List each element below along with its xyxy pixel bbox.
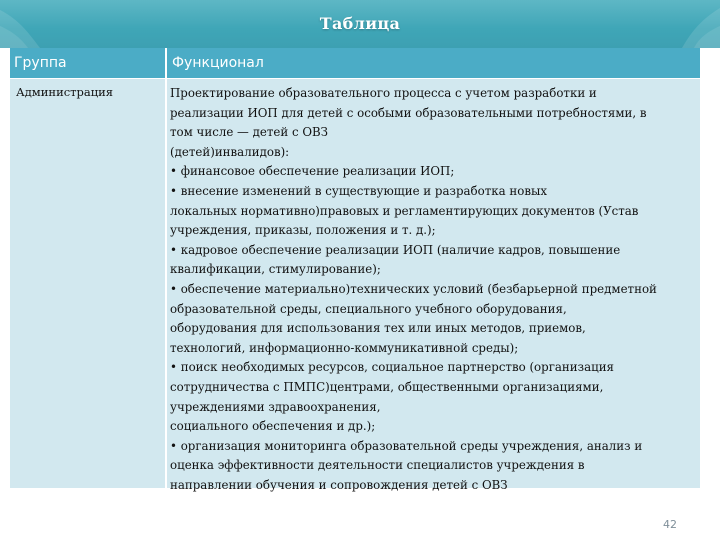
functional-line: • поиск необходимых ресурсов, социальное партнерство (организация (170, 360, 615, 375)
header-cell-group: Группа (14, 55, 67, 71)
cell-group-name: Администрация (16, 85, 114, 99)
functional-line: • кадровое обеспечение реализации ИОП (наличие кадров, повышение (170, 242, 621, 257)
slide-title: Таблица (319, 14, 401, 33)
functional-line: • финансовое обеспечение реализации ИОП; (170, 164, 455, 179)
functional-line: оценка эффективности деятельности специалистов учреждения в (170, 458, 585, 473)
header-cell-functional: Функционал (172, 55, 264, 71)
table-header-row (10, 48, 700, 78)
functional-line: учреждениями здравоохранения, (170, 399, 381, 414)
functional-line: • организация мониторинга образовательной среды учреждения, анализ и (170, 438, 643, 453)
functional-line: технологий, информационно-коммуникативной среды); (170, 340, 519, 355)
table-row (10, 79, 700, 492)
functional-table (10, 48, 700, 492)
functional-line: квалификации, стимулирование); (170, 262, 381, 277)
column-divider (165, 79, 167, 488)
cell-functional-text (170, 84, 698, 495)
functional-line: том числе — детей с ОВЗ (170, 125, 329, 140)
functional-line: • обеспечение материально)технических условий (безбарьерной предметной (170, 281, 657, 296)
functional-line: сотрудничества с ПМПС)центрами, общественными организациями, (170, 379, 604, 394)
functional-line: (детей)инвалидов): (170, 144, 290, 159)
column-divider (165, 48, 167, 78)
functional-line: локальных нормативно)правовых и регламентирующих документов (Устав (170, 203, 639, 218)
functional-line: социального обеспечения и др.); (170, 419, 376, 434)
functional-line: направлении обучения и сопровождения детей с ОВЗ (170, 477, 508, 492)
slide-header-band (0, 0, 720, 48)
functional-line: • внесение изменений в существующие и разработка новых (170, 183, 548, 198)
functional-line: оборудования для использования тех или иных методов, приемов, (170, 321, 586, 336)
page-number: 42 (663, 518, 677, 531)
functional-line: образовательной среды, специального учебного оборудования, (170, 301, 567, 316)
functional-line: учреждения, приказы, положения и т. д.); (170, 223, 436, 238)
functional-line: реализации ИОП для детей с особыми образовательными потребностями, в (170, 105, 647, 120)
functional-line: Проектирование образовательного процесса с учетом разработки и (170, 86, 597, 100)
